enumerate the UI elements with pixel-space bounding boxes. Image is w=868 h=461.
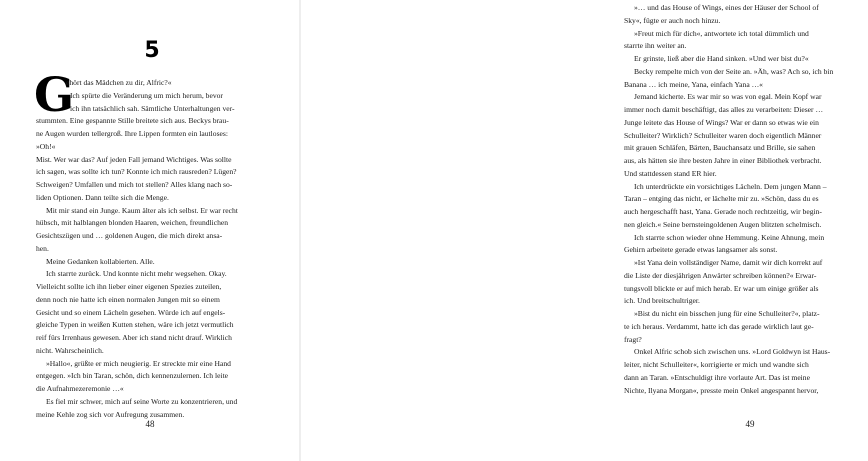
text-line: reif fürs Irrenhaus gewesen. Aber ich stand nicht drauf. Wirklich [36,333,232,342]
text-line: »Ist Yana dein vollständiger Name, damit wir dich korrekt auf [634,258,823,267]
text-line: Junge leitete das House of Wings? War er dann so etwas wie ein [624,117,819,127]
text-line: nicht. Wahrscheinlich. [36,345,104,355]
drop-cap: G [34,68,75,123]
text-line: Meine Gedanken kollabierten. Alle. [46,256,155,266]
text-line: Vielleicht sollte ich ihn lieber einer eigenen Spezies zuteilen, [36,282,222,291]
text-line: Gesichtszügen und … goldenen Augen, die mich direkt ansa- [36,231,223,240]
text-line: »Hallo«, grüßte er mich neugierig. Er streckte mir eine Hand [46,358,231,368]
text-line: immer noch damit beschäftigt, das alles zu verarbeiten: Dieser … [624,105,824,114]
text-line: leiter, nicht Schulleiter«, korrigierte er mich und wandte sich [624,360,809,369]
text-line: die Liste der diesjährigen Anwärter schreiben können?« Erwar- [624,270,817,280]
text-line: denn noch nie hatte ich einen normalen Jungen mit so einem [36,294,220,304]
text-line: Banana … ich meine, Yana, einfach Yana …« [624,79,763,89]
page-number-left: 48 [145,419,155,429]
text-line: entgegen. »Ich bin Taran, schön, dich kennenzulernen. Ich leite [36,371,229,381]
text-line: »… und das House of Wings, eines der Häuser der School of [634,3,819,12]
text-line: Er grinste, ließ aber die Hand sinken. »Und wer bist du?« [634,54,809,63]
text-line: »Oh!« [36,141,56,151]
text-line: nen gleich.« Seine bernsteingoldenen Augen blitzten schelmisch. [624,219,822,229]
text-line: Gehirn arbeitete gerade etwas langsamer als sonst. [624,245,778,255]
text-line: ehört das Mädchen zu dir, Alfric?« [66,78,172,87]
text-line: auch hergeschafft hast, Yana. Gerade noch rechtzeitig, wir begin- [624,207,822,216]
right-page-text [624,2,868,397]
page-number-right: 49 [745,419,755,429]
text-line: gleiche Typen in weißen Kutten stehen, wäre ich jetzt vermutlich [36,320,234,330]
text-line: stummten. Eine gespannte Stille breitete sich aus. Beckys brau- [36,116,229,126]
text-line: Taran – entging das nicht, er lächelte mir zu. »Schön, dass du es [624,194,819,204]
text-line: Jemand kicherte. Es war mir so was von egal. Mein Kopf war [634,92,822,102]
text-line: Es fiel mir schwer, mich auf seine Worte zu konzentrieren, und [46,396,238,406]
text-line: Und stattdessen stand ER hier. [624,168,717,178]
text-line: liden Optionen. Dann teilte sich die Menge. [36,192,169,202]
text-line: Becky rempelte mich von der Seite an. »Äh, was? Ach so, ich bin [634,66,834,76]
text-line: Mit mir stand ein Junge. Kaum älter als ich selbst. Er war recht [46,205,238,215]
text-line: mit grauen Schläfen, Bärten, Bauchansatz und Brille, sie sahen [624,143,816,153]
text-line: Schweigen? Umfallen und mich tot stellen? Alles klang nach so- [36,180,233,189]
text-line: hübsch, mit halblangen blonden Haaren, weichen, freundlichen [36,218,229,228]
text-line: fragt? [624,334,642,344]
text-line: Gesicht und so einem Lächeln gesehen. Würde ich auf engels- [36,307,226,317]
text-line: ich. Und breitschultriger. [624,296,700,306]
text-line: Mist. Wer war das? Auf jeden Fall jemand Wichtiges. Was sollte [36,154,232,164]
left-page [0,0,300,461]
text-line: Schulleiter? Wirklich? Schulleiter waren doch eigentlich Männer [624,130,822,140]
text-line: te ich heraus. Verdammt, hatte ich das gerade wirklich laut ge- [624,321,814,331]
chapter-number: 5 [144,38,160,63]
text-line: dann an Taran. »Entschuldigt ihre vorlaute Art. Das ist meine [624,372,810,382]
text-line: »Bist du nicht ein bisschen jung für eine Schulleiter?«, platz- [634,309,820,318]
text-line: ne Augen wurden tellergroß. Ihre Lippen formten ein lautloses: [36,129,228,138]
text-line: Ich spürte die Veränderung um mich herum, bevor [70,90,223,100]
text-line: Onkel Alfric schob sich zwischen uns. »Lord Goldwyn ist Haus- [634,347,831,357]
text-line: Nichte, Ilyana Morgan«, presste mein Onkel angespannt hervor, [624,385,819,395]
text-line: starrte ihn weiter an. [624,41,687,51]
text-line: Ich unterdrückte ein vorsichtiges Lächeln. Dem jungen Mann – [634,181,827,191]
text-line: ich ihn tatsächlich sah. Sämtliche Unterhaltungen ver- [70,103,235,113]
text-line: Ich starrte zurück. Und konnte nicht mehr wegsehen. Okay. [46,269,227,279]
text-line: »Freut mich für dich«, antwortete ich total dümmlich und [634,28,809,38]
right-page [300,0,834,461]
text-line: aus, als hätten sie ihre besten Jahre in einer Bibliothek verbracht. [624,156,822,165]
text-line: Sky«, fügte er auch noch hinzu. [624,15,721,25]
text-line: tungsvoll blickte er auf mich herab. Er war um einige größer als [624,283,819,293]
text-line: Ich starrte schon wieder ohne Hemmung. Keine Ahnung, mein [634,232,825,242]
text-line: die Aufnahmezeremonie …« [36,384,124,393]
text-line: hen. [36,243,49,253]
text-line: ich sagen, was sollte ich tun? Konnte ich mich rausreden? Lügen? [36,167,237,177]
left-page-text [34,68,279,421]
text-line: meine Kehle zog sich vor Aufregung zusammen. [36,409,185,419]
